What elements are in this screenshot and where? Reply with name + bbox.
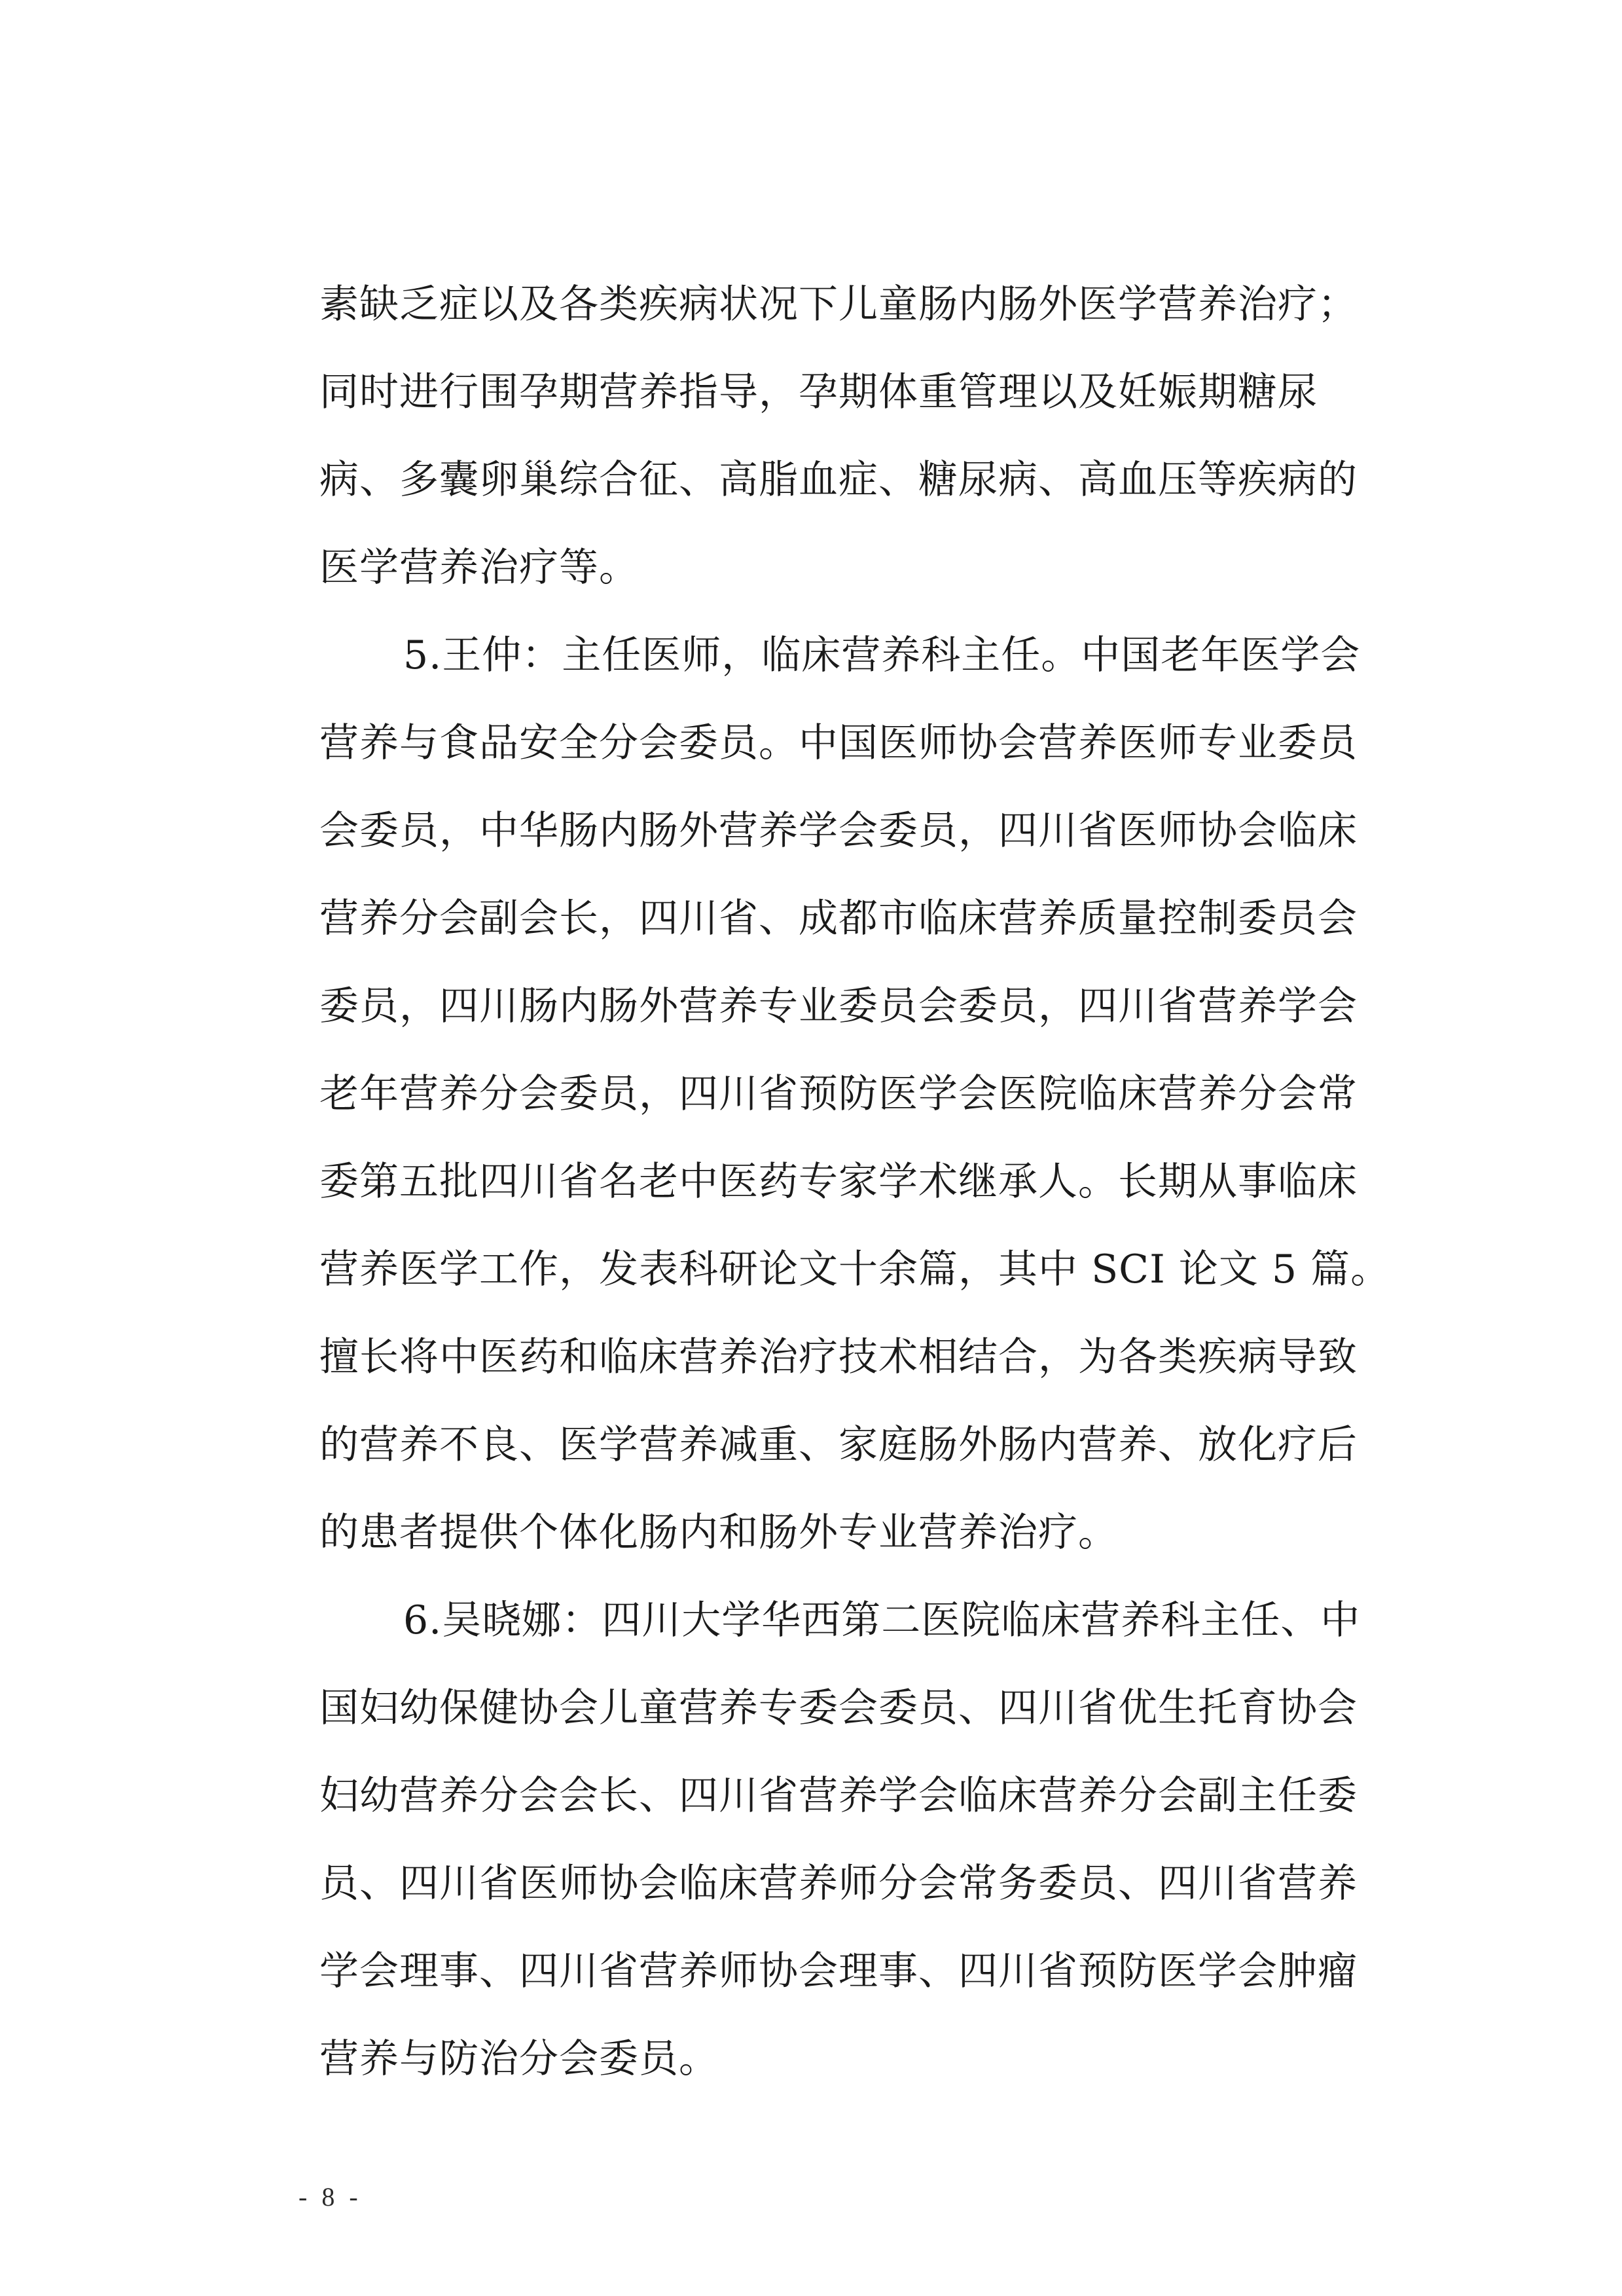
text-line: 员、四川省医师协会临床营养师分会常务委员、四川省营养 <box>319 1861 1358 1906</box>
text-line: 营养分会副会长，四川省、成都市临床营养质量控制委员会 <box>319 896 1358 941</box>
text-line: 妇幼营养分会会长、四川省营养学会临床营养分会副主任委 <box>319 1773 1358 1819</box>
text-line: 学会理事、四川省营养师协会理事、四川省预防医学会肿瘤 <box>319 1948 1358 1994</box>
text-line: 委员，四川肠内肠外营养专业委员会委员，四川省营养学会 <box>319 983 1358 1029</box>
text-line: 的患者提供个体化肠内和肠外专业营养治疗。 <box>319 1510 1118 1556</box>
text-line: 委第五批四川省名老中医药专家学术继承人。长期从事临床 <box>319 1159 1358 1205</box>
text-line: 会委员，中华肠内肠外营养学会委员，四川省医师协会临床 <box>319 808 1358 854</box>
text-line: 医学营养治疗等。 <box>319 545 639 591</box>
text-line: 同时进行围孕期营养指导，孕期体重管理以及妊娠期糖尿 <box>319 369 1318 415</box>
text-line: 素缺乏症以及各类疾病状况下儿童肠内肠外医学营养治疗； <box>319 282 1358 327</box>
text-line: 国妇幼保健协会儿童营养专委会委员、四川省优生托育协会 <box>319 1685 1358 1731</box>
text-line: 擅长将中医药和临床营养治疗技术相结合，为各类疾病导致 <box>319 1334 1358 1380</box>
text-line: 老年营养分会委员，四川省预防医学会医院临床营养分会常 <box>319 1071 1358 1117</box>
paragraph-start-line: 6.吴晓娜：四川大学华西第二医院临床营养科主任、中 <box>403 1597 1361 1643</box>
text-line: 营养与食品安全分会委员。中国医师协会营养医师专业委员 <box>319 720 1358 766</box>
text-line: 营养与防治分会委员。 <box>319 2036 719 2082</box>
body-text <box>319 261 1458 2103</box>
page-number: - 8 - <box>298 2182 362 2212</box>
paragraph-start-line: 5.王仲：主任医师，临床营养科主任。中国老年医学会 <box>403 632 1361 678</box>
text-line: 的营养不良、医学营养减重、家庭肠外肠内营养、放化疗后 <box>319 1422 1358 1468</box>
text-line: 营养医学工作，发表科研论文十余篇，其中 SCI 论文 5 篇。 <box>319 1247 1391 1292</box>
text-line: 病、多囊卵巢综合征、高脂血症、糖尿病、高血压等疾病的 <box>319 457 1358 503</box>
